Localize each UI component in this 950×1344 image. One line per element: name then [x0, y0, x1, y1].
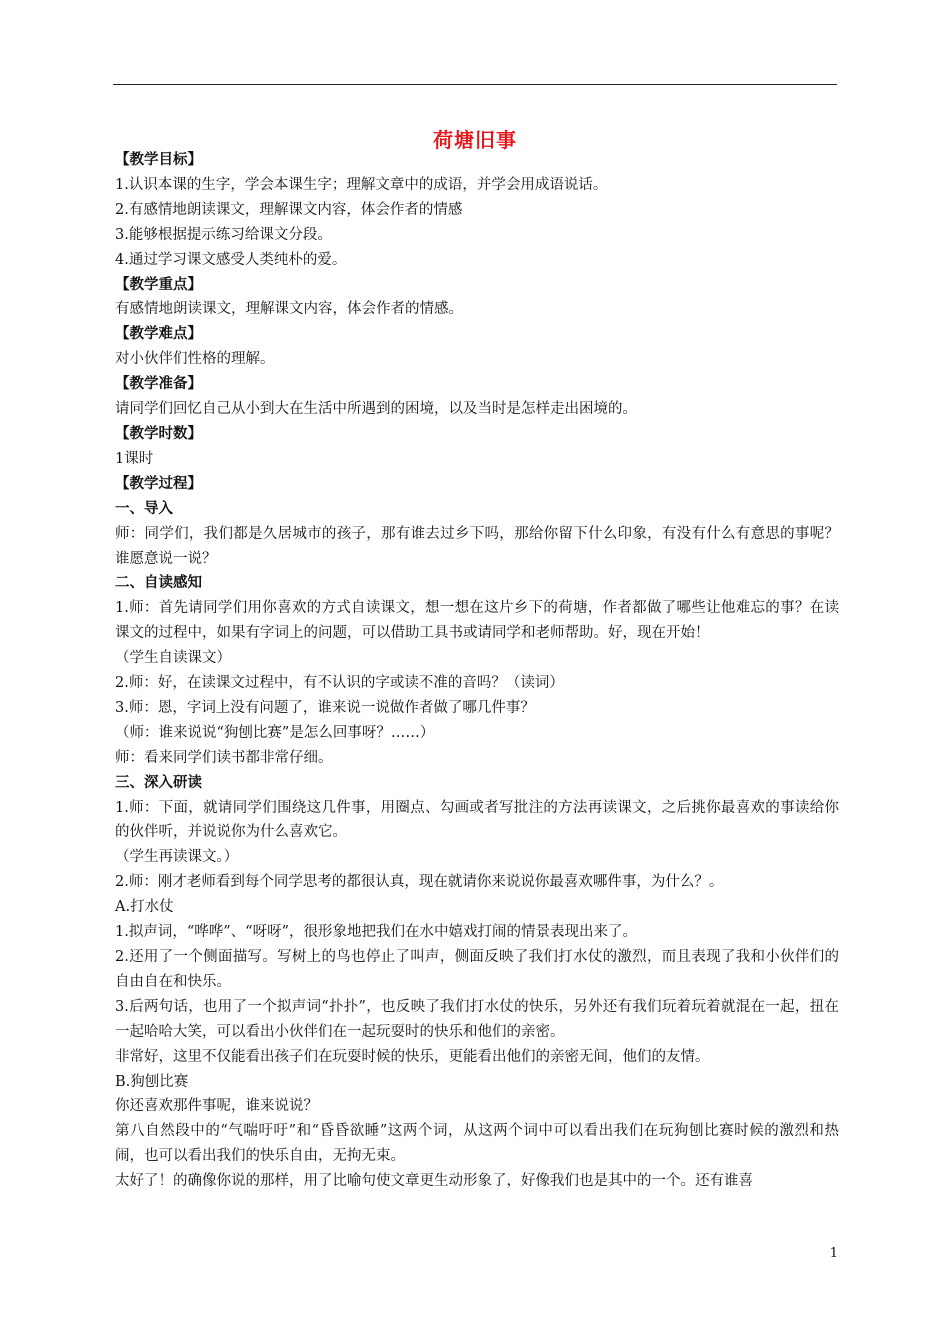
- paragraph: 4.通过学习课文感受人类纯朴的爱。: [115, 251, 347, 268]
- section-heading: 【教学重点】: [115, 276, 202, 293]
- paragraph: （学生自读课文）: [115, 650, 231, 667]
- paragraph: B.狗刨比赛: [115, 1073, 189, 1090]
- section-heading: 一、导入: [115, 500, 173, 517]
- paragraph: 师：看来同学们读书都非常仔细。: [115, 749, 333, 766]
- paragraph: 1课时: [115, 450, 154, 467]
- paragraph: 第八自然段中的“气喘吁吁”和“昏昏欲睡”这两个词，从这两个词中可以看出我们在玩狗刨比赛时候的激烈和热闹，也可以看出我们的快乐自由，无拘无束。: [115, 1123, 839, 1165]
- paragraph: （学生再读课文。）: [115, 849, 239, 866]
- section-heading: 三、深入研读: [115, 774, 202, 791]
- paragraph: 师：同学们，我们都是久居城市的孩子，那有谁去过乡下吗，那给你留下什么印象，有没有什么有意思的事呢？谁愿意说一说？: [115, 525, 839, 567]
- page-title: 荷塘旧事: [433, 128, 517, 152]
- paragraph: 3.师：恩，字词上没有问题了，谁来说一说做作者做了哪几件事？: [115, 699, 535, 716]
- paragraph: 3.后两句话，也用了一个拟声词“扑扑”，也反映了我们打水仗的快乐，另外还有我们玩着玩着就混在一起，扭在一起哈哈大笑，可以看出小伙伴们在一起玩耍时的快乐和他们的亲密。: [115, 998, 839, 1040]
- document-body: [115, 148, 839, 1194]
- paragraph: 1.师：首先请同学们用你喜欢的方式自读课文，想一想在这片乡下的荷塘，作者都做了哪些让他难忘的事？在读课文的过程中，如果有字词上的问题，可以借助工具书或请同学和老师帮助。好，现在开始！: [115, 600, 839, 642]
- section-heading: 二、自读感知: [115, 575, 202, 592]
- page-number: 1: [829, 1246, 838, 1261]
- paragraph: 1.认识本课的生字，学会本课生字；理解文章中的成语，并学会用成语说话。: [115, 176, 608, 193]
- paragraph: （师：谁来说说“狗刨比赛”是怎么回事呀？……）: [115, 724, 435, 741]
- section-heading: 【教学目标】: [115, 152, 202, 168]
- paragraph: 1.师：下面，就请同学们围绕这几件事，用圈点、勾画或者写批注的方法再读课文，之后挑你最喜欢的事读给你的伙伴听，并说说你为什么喜欢它。: [115, 799, 839, 841]
- section-heading: 【教学时数】: [115, 425, 202, 442]
- paragraph: 太好了！的确像你说的那样，用了比喻句使文章更生动形象了，好像我们也是其中的一个。还有谁喜: [115, 1173, 753, 1190]
- section-heading: 【教学过程】: [115, 475, 202, 492]
- paragraph: 对小伙伴们性格的理解。: [115, 351, 275, 368]
- paragraph: 请同学们回忆自己从小到大在生活中所遇到的困境，以及当时是怎样走出困境的。: [115, 401, 637, 418]
- header-rule: [113, 84, 837, 85]
- paragraph: A.打水仗: [115, 899, 174, 916]
- paragraph: 2.还用了一个侧面描写。写树上的鸟也停止了叫声，侧面反映了我们打水仗的激烈，而且表现了我和小伙伴们的自由自在和快乐。: [115, 949, 839, 990]
- paragraph: 2.师：刚才老师看到每个同学思考的都很认真，现在就请你来说说你最喜欢哪件事，为什么？。: [115, 874, 724, 891]
- paragraph: 非常好，这里不仅能看出孩子们在玩耍时候的快乐，更能看出他们的亲密无间，他们的友情。: [115, 1048, 710, 1065]
- paragraph: 1.拟声词，“哗哗”、“呀呀”，很形象地把我们在水中嬉戏打闹的情景表现出来了。: [115, 924, 637, 941]
- paragraph: 你还喜欢那件事呢，谁来说说？: [115, 1098, 318, 1115]
- paragraph: 3.能够根据提示练习给课文分段。: [115, 226, 332, 243]
- paragraph: 有感情地朗读课文，理解课文内容，体会作者的情感。: [115, 301, 463, 318]
- section-heading: 【教学准备】: [115, 376, 202, 393]
- paragraph: 2.有感情地朗读课文，理解课文内容，体会作者的情感: [115, 201, 463, 218]
- paragraph: 2.师：好，在读课文过程中，有不认识的字或读不准的音吗？（读词）: [115, 675, 564, 692]
- section-heading: 【教学难点】: [115, 326, 202, 343]
